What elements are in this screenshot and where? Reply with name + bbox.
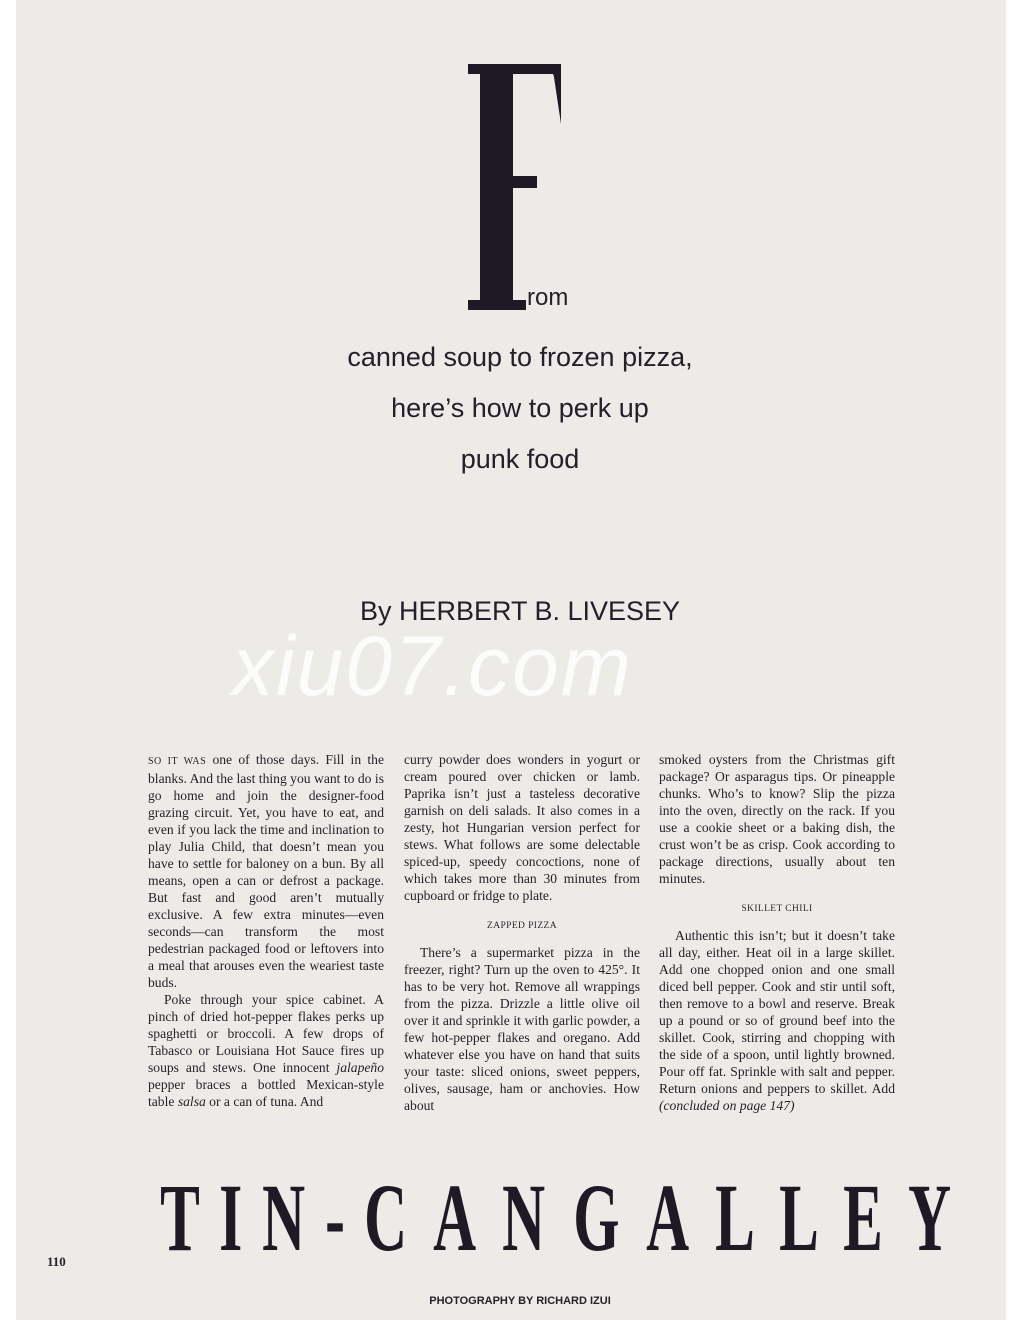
title-letter: L (714, 1164, 755, 1271)
drop-cap-letter (466, 60, 467, 61)
page-number: 110 (47, 1254, 66, 1269)
headline-subtitle (300, 332, 740, 485)
article-paragraph (148, 991, 384, 1110)
byline: By HERBERT B. LIVESEY (359, 596, 681, 626)
section-heading: SKILLET CHILI (741, 904, 813, 914)
title-letter: T (160, 1164, 200, 1271)
article-paragraph: There’s a supermarket pizza in the freezer, right? Turn up the oven to 425°. It has to be very hot. Remove all wrappings from the pizza. Drizzle a little olive oil over it and sprinkle it with garlic powder, a few hot-pepper flakes and oregano. Add whatever else you have on hand that suits your taste: sliced onions, sweet peppers, olives, sausage, ham or anchovies. How about (404, 945, 640, 1113)
title-letter: A (433, 1164, 477, 1271)
title-letter: - (324, 1164, 345, 1271)
drop-cap-foot (468, 300, 526, 310)
lead-in: SO IT WAS (148, 756, 207, 767)
title-letter: N (502, 1164, 546, 1271)
continuation-note: (concluded on page 147) (659, 1098, 795, 1113)
drop-cap-top-bar (468, 64, 561, 74)
italic-term: jalapeño (336, 1060, 384, 1075)
title-letter: E (842, 1164, 883, 1271)
article-paragraph (659, 927, 895, 1114)
article-column-3 (659, 751, 895, 1114)
article-column-2 (404, 751, 640, 1114)
article-paragraph: curry powder does wonders in yogurt or cream poured over chicken or lamb. Paprika isn’t just a tasteless decorative garnish on deli salads. It also comes in a zesty, hot Hungarian version perfect for stews. What follows are some delectable spiced-up, speedy concoctions, none of which takes more than 30 minutes from cupboard or fridge to plate. (404, 752, 640, 903)
title-letter: A (646, 1164, 690, 1271)
title-letter: N (262, 1164, 306, 1271)
paragraph-text: or a can of tuna. And (205, 1094, 324, 1109)
watermark: xiu07.com (232, 619, 633, 713)
paragraph-text: Poke through your spice cabinet. A pinch of dried hot-pepper flakes perks up spaghetti or broccoli. A few drops of Tabasco or Louisiana Hot Sauce fires up soups and stews. One innocent (148, 992, 384, 1075)
article-column-1 (148, 751, 384, 1110)
subtitle-line: punk food (460, 444, 580, 474)
title-letter: I (219, 1164, 243, 1271)
title-letter: Y (907, 1164, 951, 1271)
subtitle-line: canned soup to frozen pizza, (347, 342, 693, 372)
paragraph-text: one of those days. Fill in the blanks. And the last thing you want to do is go home and join the designer-food grazing circuit. Yet, you have to eat, and even if you lack the time and inclination to play Julia Child, that doesn’t mean you have to settle for baloney on a bun. By all means, open a can or defrost a package. But fast and good aren’t mutually exclusive. A few extra minutes—even seconds—can transform the most pedestrian packaged food or leftovers into a meal that arouses even the weariest taste buds. (148, 752, 384, 990)
title-letter: G (572, 1164, 620, 1271)
title-letter: L (778, 1164, 819, 1271)
section-heading: ZAPPED PIZZA (487, 921, 557, 931)
italic-term: salsa (177, 1094, 206, 1109)
paragraph-text: Authentic this isn’t; but it doesn’t take all day, either. Heat oil in a large skillet. Add one chopped onion and one small diced bell pepper. Cook and stir until soft, then remove to a bowl and reserve. Break up a pound or so of ground beef into the skillet. Cook, stirring and chopping with the side of a spoon, until lightly browned. Pour off fat. Sprinkle with salt and pepper. Return onions and peppers to skillet. Add (659, 928, 895, 1096)
article-title (148, 1164, 951, 1271)
article-paragraph (148, 751, 384, 991)
title-letter: C (363, 1164, 407, 1271)
headline-from: rom (527, 284, 569, 311)
photo-credit: PHOTOGRAPHY BY RICHARD IZUI (429, 1295, 611, 1307)
drop-cap-stem (480, 64, 513, 310)
paragraph-text: pepper braces a bottled Mexican-style table (148, 1077, 384, 1109)
article-paragraph: smoked oysters from the Christmas gift package? Or asparagus tips. Or pineapple chunks. Who’s to know? Slip the pizza into the oven, directly on the rack. If you use a cookie sheet or a baking dish, the crust won’t be as crisp. Cook according to package directions, usually about ten minutes. (659, 752, 895, 886)
subtitle-line: here’s how to perk up (391, 393, 649, 423)
drop-cap-middle-arm (513, 176, 537, 188)
